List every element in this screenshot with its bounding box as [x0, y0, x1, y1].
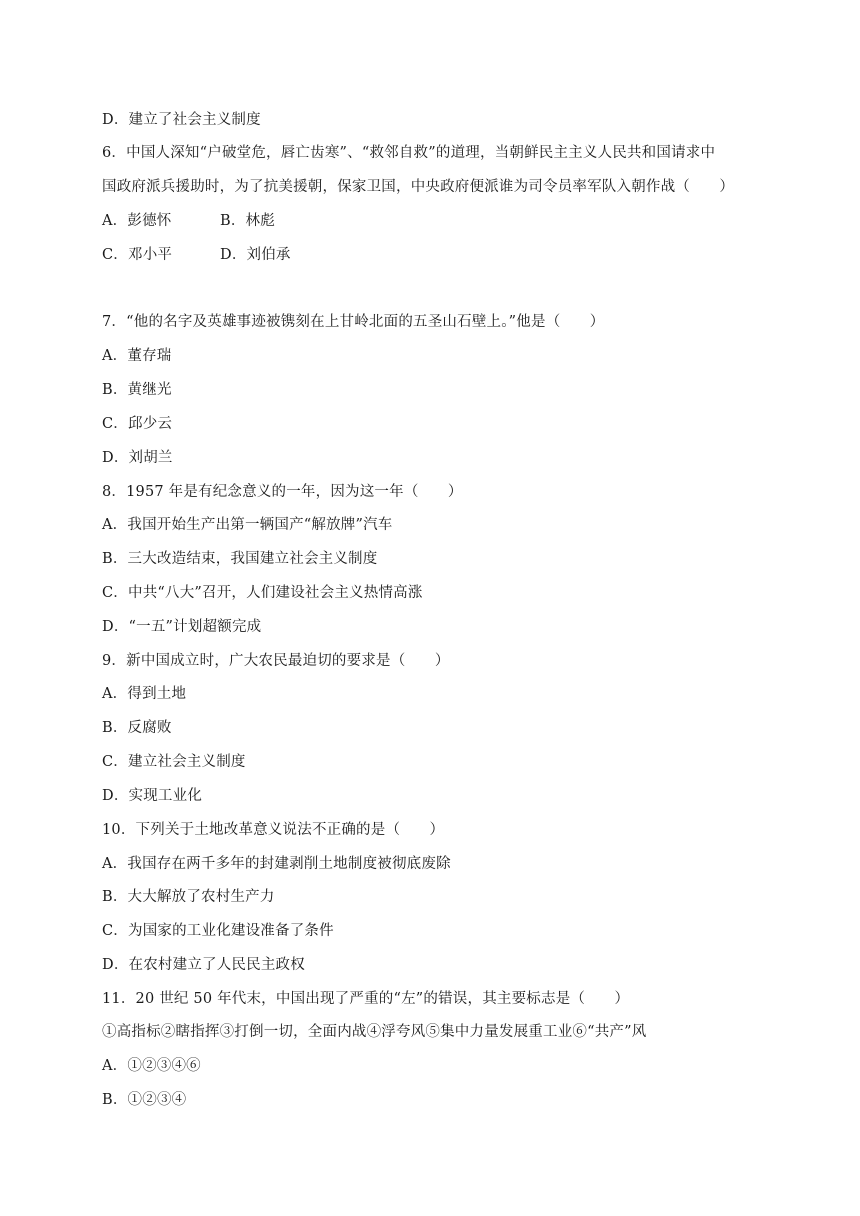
q8-option-d: D．“一五”计划超额完成 — [102, 619, 262, 635]
q9-option-b: B．反腐败 — [102, 720, 172, 736]
q5-option-d: D．建立了社会主义制度 — [102, 112, 261, 128]
q9-option-c: C．建立社会主义制度 — [102, 754, 246, 770]
q6-option-a: A．彭德怀 — [102, 213, 172, 229]
q11-option-b: B．①②③④ — [102, 1092, 187, 1108]
q8-option-b: B．三大改造结束，我国建立社会主义制度 — [102, 551, 378, 567]
q6-stem-line-1: 6．中国人深知“户破堂危，唇亡齿寒”、“救邻自救”的道理，当朝鲜民主主义人民共和国请求中 — [102, 145, 716, 161]
q7-option-d: D．刘胡兰 — [102, 450, 173, 466]
q8-option-c: C．中共“八大”召开，人们建设社会主义热情高涨 — [102, 585, 423, 601]
q10-option-c: C．为国家的工业化建设准备了条件 — [102, 923, 334, 939]
q11-option-a: A．①②③④⑥ — [102, 1058, 201, 1074]
q10-stem: 10．下列关于土地改革意义说法不正确的是（ ） — [102, 822, 445, 838]
q9-option-a: A．得到土地 — [102, 686, 187, 702]
q8-stem: 8．1957 年是有纪念意义的一年，因为这一年（ ） — [102, 484, 463, 500]
q7-option-a: A．董存瑞 — [102, 348, 172, 364]
q11-items: ①高指标②瞎指挥③打倒一切，全面内战④浮夸风⑤集中力量发展重工业⑥“共产”风 — [102, 1024, 647, 1040]
q8-option-a: A．我国开始生产出第一辆国产“解放牌”汽车 — [102, 517, 393, 533]
q7-option-b: B．黄继光 — [102, 382, 172, 398]
q6-option-c: C．邓小平 — [102, 247, 173, 263]
q6-stem-line-2: 国政府派兵援助时，为了抗美援朝，保家卫国，中央政府便派谁为司令员率军队入朝作战（ ） — [102, 179, 735, 195]
q10-option-a: A．我国存在两千多年的封建剥削土地制度被彻底废除 — [102, 856, 451, 872]
q6-option-b: B．林彪 — [220, 213, 275, 229]
q9-option-d: D．实现工业化 — [102, 788, 203, 804]
q11-stem: 11．20 世纪 50 年代末，中国出现了严重的“左”的错误，其主要标志是（ ） — [102, 991, 630, 1007]
q6-option-d: D．刘伯承 — [220, 247, 291, 263]
q7-stem: 7．“他的名字及英雄事迹被镌刻在上甘岭北面的五圣山石壁上。”他是（ ） — [102, 314, 605, 330]
q10-option-d: D．在农村建立了人民民主政权 — [102, 957, 305, 973]
q10-option-b: B．大大解放了农村生产力 — [102, 889, 275, 905]
q6-options-cd — [102, 245, 291, 265]
q7-option-c: C．邱少云 — [102, 416, 173, 432]
q6-options-ab — [102, 211, 275, 231]
q9-stem: 9．新中国成立时，广大农民最迫切的要求是（ ） — [102, 653, 450, 669]
